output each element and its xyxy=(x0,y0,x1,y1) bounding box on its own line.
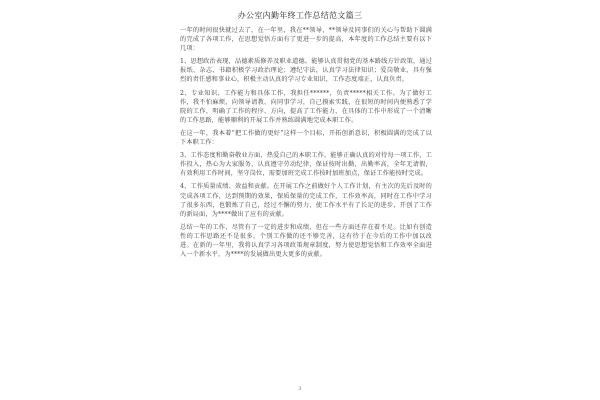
paragraph-goal: 在这一年，我本着“把工作做的更好”这样一个目标，开拓创新意识，积极圆满的完成了以下本职工作： xyxy=(180,129,432,147)
paragraph-item-1: 1、思想政治表现，品德素质修养及职业道德。能够认真贯彻党的基本路线方针政策，通过报纸、杂志、书籍积极学习政治理论；遵纪守法，认真学习法律知识；爱岗敬业，具有强烈的责任感和事业心，积极主动认真的学习专业知识，工作态度端正，认真负责。 xyxy=(180,58,432,84)
paragraph-item-2: 2、专业知识、工作能力和具体工作，我担任******，负责*****相关工作。为了做好工作，我不怕麻烦，向领导请教、向同事学习，自己摸索实践，在很短的时间内便熟悉了学院的工作，明确了工作的程序、方向，提高了工作能力，在具体的工作中形成了一个清晰的工作思路，能够顺利的开展工作并熟练圆满地完成本职工作。 xyxy=(180,89,432,124)
document-body xyxy=(180,26,432,263)
paragraph-intro: 一年的时间很快就过去了，在一年里，我在**领导，**领导及同事们的关心与帮助下圆满的完成了各项工作，在思想觉悟方面有了更进一步的提高，本年度的工作总结主要有以下几项： xyxy=(180,27,432,53)
document-title: 办公室内勤年终工作总结范文篇三 xyxy=(237,11,363,20)
paragraph-item-4: 4、工作质量成绩、效益和贡献。在开展工作之前做好个人工作计划，有主次的先后及时的完成各项工作，达到预期的效果，保质保量的完成工作，工作效率高，同时在工作中学习了很多东西，也锻炼了自己，经过不懈的努力，使工作水平有了长足的进步，开创了工作的新局面，为****做出了应有的贡献。 xyxy=(180,183,432,218)
page-number: 3 xyxy=(298,386,302,392)
paragraph-summary: 总结一年的工作，尽管有了一定的进步和成绩，但在一些方面还存在着不足。比如有创造性的工作思路还不是很多，个别工作做的还不够完善，这有待于在今后的工作中加以改进。在新的一年里，我将认真学习各项政策规章制度，努力使思想觉悟和工作效率全面进入一个新水平，为****的发展做出更大更多的贡献。 xyxy=(180,223,432,259)
paragraph-item-3: 3、工作态度和勤奋敬业方面，热爱自己的本职工作，能够正确认真的对待每一项工作，工作投入，热心为大家服务，认真遵守劳动纪律，保证按时出勤，出勤率高，全年无请假，有效利用工作时间，坚守岗位，需要加班完成工作按时加班加点，保证工作能按时完成。 xyxy=(180,152,432,178)
